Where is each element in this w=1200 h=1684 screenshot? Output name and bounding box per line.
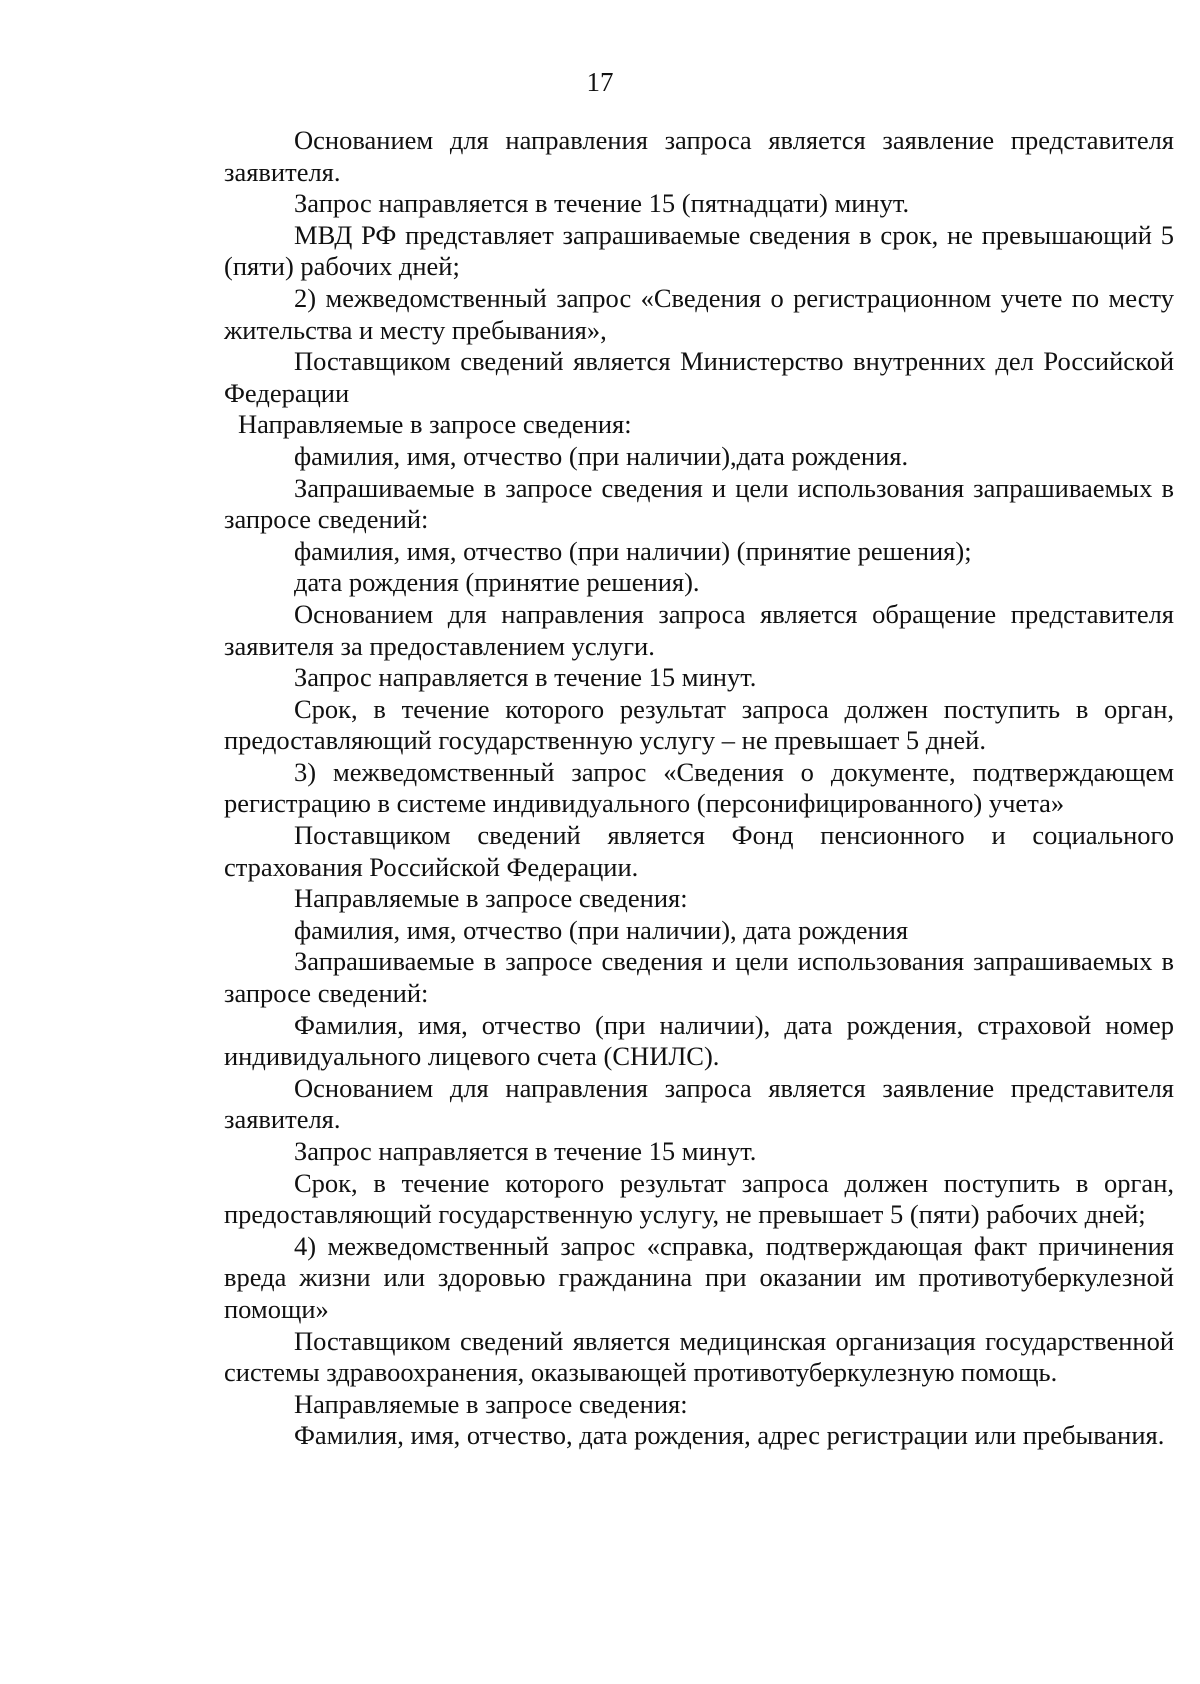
paragraph: Поставщиком сведений является Фонд пенсионного и социального страхования Российской Федерации. (224, 820, 1174, 882)
paragraph: Запрос направляется в течение 15 минут. (294, 1136, 757, 1166)
paragraph: Направляемые в запросе сведения: (238, 409, 632, 440)
paragraph: Поставщиком сведений является Министерство внутренних дел Российской Федерации (224, 346, 1174, 408)
paragraph: фамилия, имя, отчество (при наличии), дата рождения (294, 914, 909, 945)
paragraph: Основанием для направления запроса является обращение представителя заявителя за предоставлением услуги. (224, 598, 1174, 661)
paragraph: Основанием для направления запроса является заявление представителя заявителя. (224, 125, 1174, 187)
paragraph: Направляемые в запросе сведения: (294, 883, 688, 914)
paragraph: МВД РФ представляет запрашиваемые сведения в срок, не превышающий 5 (пяти) рабочих дней; (224, 219, 1174, 282)
page-number: 17 (586, 67, 614, 97)
paragraph: Фамилия, имя, отчество (при наличии), дата рождения, страховой номер индивидуального лицевого счета (СНИЛС). (224, 1009, 1174, 1072)
paragraph: Запрос направляется в течение 15 минут. (294, 662, 757, 693)
paragraph: фамилия, имя, отчество (при наличии),дата рождения. (294, 440, 909, 471)
paragraph: 4) межведомственный запрос «справка, подтверждающая факт причинения вреда жизни или здоровью гражданина при оказании им противотуберкулезной помощи» (224, 1230, 1174, 1324)
paragraph: Запрос направляется в течение 15 (пятнадцати) минут. (294, 188, 910, 219)
paragraph: 3) межведомственный запрос «Сведения о документе, подтверждающем регистрацию в системе индивидуального (персонифицированного) учета» (224, 756, 1174, 819)
document-body (224, 125, 1174, 1452)
paragraph: 2) межведомственный запрос «Сведения о регистрационном учете по месту жительства и месту пребывания», (224, 282, 1174, 345)
paragraph: Запрашиваемые в запросе сведения и цели использования запрашиваемых в запросе сведений: (224, 472, 1174, 535)
paragraph: дата рождения (принятие решения). (294, 567, 700, 598)
paragraph: Срок, в течение которого результат запроса должен поступить в орган, предоставляющий государственную услугу, не превышает 5 (пяти) рабочих дней; (224, 1167, 1174, 1230)
paragraph: Основанием для направления запроса является заявление представителя заявителя. (224, 1072, 1174, 1135)
paragraph: Поставщиком сведений является медицинская организация государственной системы здравоохранения, оказывающей противотуберкулезную помощь. (224, 1325, 1174, 1388)
paragraph: фамилия, имя, отчество (при наличии) (принятие решения); (294, 535, 972, 566)
paragraph: Направляемые в запросе сведения: (294, 1388, 688, 1419)
paragraph: Фамилия, имя, отчество, дата рождения, адрес регистрации или пребывания. (294, 1420, 1165, 1451)
paragraph: Запрашиваемые в запросе сведения и цели использования запрашиваемых в запросе сведений: (224, 946, 1174, 1009)
paragraph: Срок, в течение которого результат запроса должен поступить в орган, предоставляющий государственную услугу – не превышает 5 дней. (224, 693, 1174, 756)
